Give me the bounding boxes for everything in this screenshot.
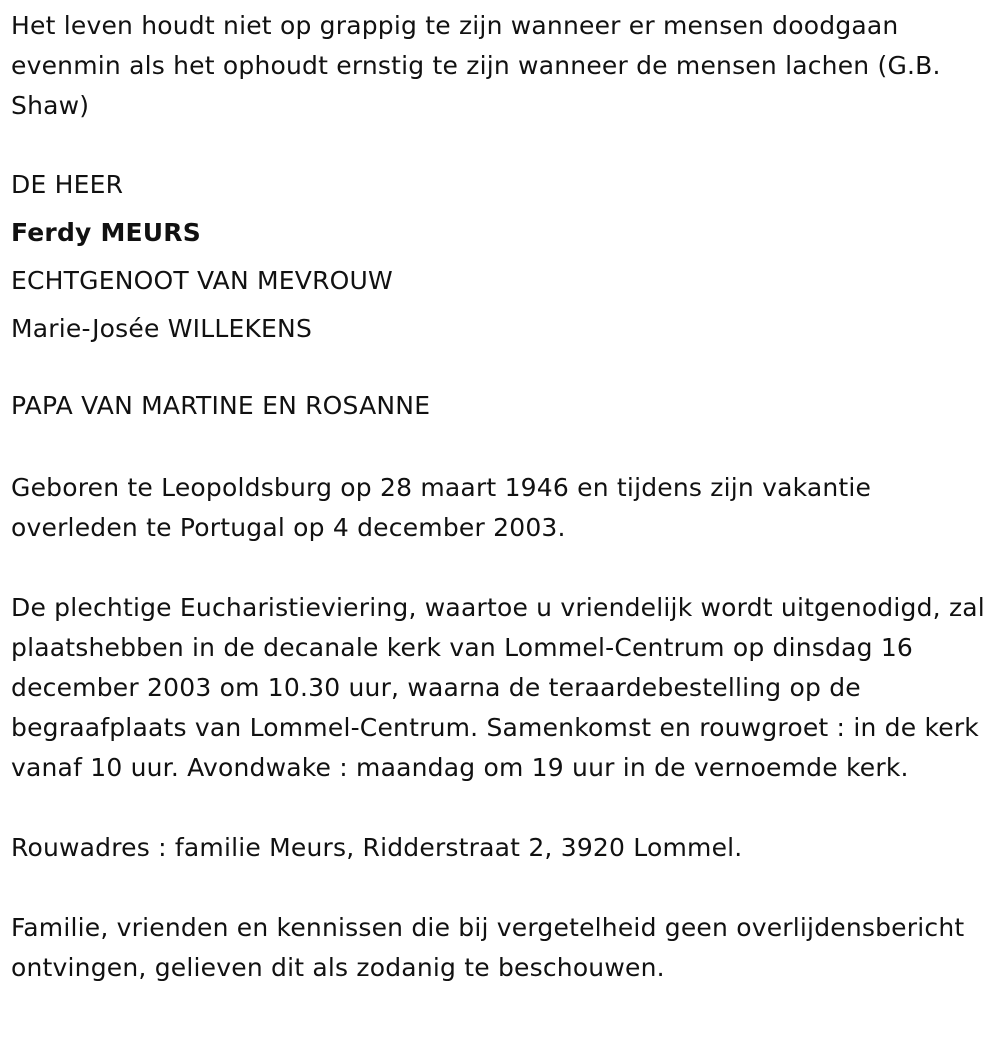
relation-line: ECHTGENOOT VAN MEVROUW xyxy=(11,266,393,295)
quote-paragraph: Het leven houdt niet op grappig te zijn wanneer er mensen doodgaan evenmin als het ophoudt ernstig te zijn wanneer de mensen lachen (G.B. Shaw) xyxy=(11,11,941,120)
spouse-name: Marie-Josée WILLEKENS xyxy=(11,314,313,343)
ceremony-paragraph: De plechtige Eucharistieviering, waartoe u vriendelijk wordt uitgenodigd, zal plaatshebben in de decanale kerk van Lommel-Centrum op dinsdag 16 december 2003 om 10.30 uur, waarna de teraardebestelling op de begraafplaats van Lommel-Centrum. Samenkomst en rouwgroet : in de kerk vanaf 10 uur. Avondwake : maandag om 19 uur in de vernoemde kerk. xyxy=(11,593,985,782)
title-line: DE HEER xyxy=(11,170,124,199)
closing-paragraph: Familie, vrienden en kennissen die bij vergetelheid geen overlijdensbericht ontvingen, gelieven dit als zodanig te beschouwen. xyxy=(11,913,965,982)
birth-death-paragraph: Geboren te Leopoldsburg op 28 maart 1946 en tijdens zijn vakantie overleden te Portugal op 4 december 2003. xyxy=(11,473,872,542)
deceased-name: Ferdy MEURS xyxy=(11,218,201,247)
address-paragraph: Rouwadres : familie Meurs, Ridderstraat 2, 3920 Lommel. xyxy=(11,833,743,862)
children-line: PAPA VAN MARTINE EN ROSANNE xyxy=(11,391,431,420)
